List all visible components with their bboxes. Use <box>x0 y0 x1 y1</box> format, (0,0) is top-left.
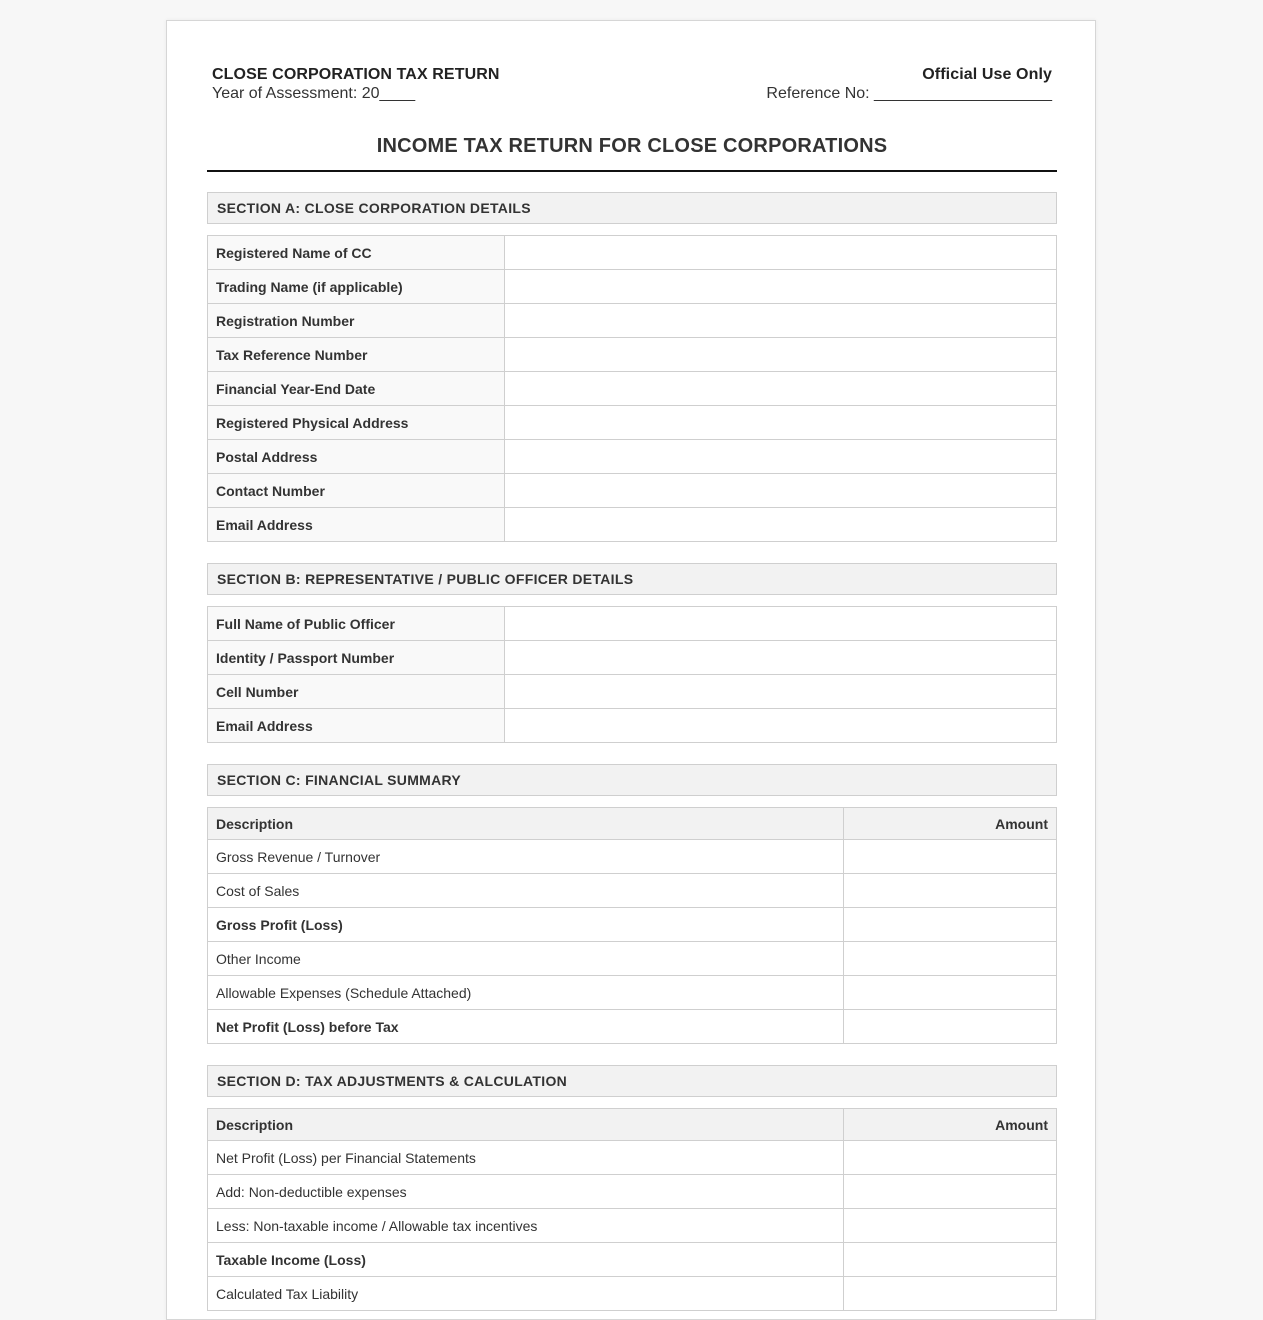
table-row <box>208 942 1057 976</box>
table-row <box>208 709 1057 743</box>
table-row <box>208 304 1057 338</box>
amount-input[interactable] <box>844 1277 1057 1311</box>
field-label: Registered Physical Address <box>208 406 505 440</box>
description-cell: Add: Non-deductible expenses <box>208 1175 844 1209</box>
description-cell: Less: Non-taxable income / Allowable tax incentives <box>208 1209 844 1243</box>
table-row <box>208 1277 1057 1311</box>
form-page <box>166 20 1096 1320</box>
field-label: Registration Number <box>208 304 505 338</box>
table-row <box>208 1175 1057 1209</box>
field-label: Cell Number <box>208 675 505 709</box>
table-row <box>208 508 1057 542</box>
amount-input[interactable] <box>844 908 1057 942</box>
section-d <box>207 1065 1057 1311</box>
table-row <box>208 908 1057 942</box>
table-header-row <box>208 1109 1057 1141</box>
description-cell: Gross Revenue / Turnover <box>208 840 844 874</box>
field-value-input[interactable] <box>505 474 1057 508</box>
field-label: Tax Reference Number <box>208 338 505 372</box>
table-row <box>208 976 1057 1010</box>
table-header-row <box>208 808 1057 840</box>
reference-number: Reference No: ____________________ <box>766 85 1052 102</box>
official-use-label: Official Use Only <box>922 66 1052 83</box>
field-label: Identity / Passport Number <box>208 641 505 675</box>
field-value-input[interactable] <box>505 338 1057 372</box>
field-value-input[interactable] <box>505 236 1057 270</box>
field-value-input[interactable] <box>505 440 1057 474</box>
table-row <box>208 270 1057 304</box>
field-label: Registered Name of CC <box>208 236 505 270</box>
description-cell: Allowable Expenses (Schedule Attached) <box>208 976 844 1010</box>
field-label: Contact Number <box>208 474 505 508</box>
field-value-input[interactable] <box>505 508 1057 542</box>
table-row <box>208 236 1057 270</box>
table-row <box>208 1209 1057 1243</box>
form-title: CLOSE CORPORATION TAX RETURN <box>212 66 500 83</box>
description-cell: Net Profit (Loss) before Tax <box>208 1010 844 1044</box>
section-b <box>207 563 1057 743</box>
table-row <box>208 1141 1057 1175</box>
amount-input[interactable] <box>844 1141 1057 1175</box>
section-a-title: SECTION A: CLOSE CORPORATION DETAILS <box>207 192 1057 224</box>
amount-input[interactable] <box>844 942 1057 976</box>
table-row <box>208 338 1057 372</box>
document-title: INCOME TAX RETURN FOR CLOSE CORPORATIONS <box>376 135 888 157</box>
amount-column-header: Amount <box>844 808 1057 840</box>
field-value-input[interactable] <box>505 675 1057 709</box>
description-cell: Calculated Tax Liability <box>208 1277 844 1311</box>
table-row <box>208 372 1057 406</box>
description-cell: Cost of Sales <box>208 874 844 908</box>
field-value-input[interactable] <box>505 372 1057 406</box>
section-a-table <box>207 235 1057 542</box>
table-row <box>208 675 1057 709</box>
section-c-table <box>207 807 1057 1044</box>
table-row <box>208 474 1057 508</box>
table-row <box>208 1010 1057 1044</box>
amount-input[interactable] <box>844 1209 1057 1243</box>
field-label: Postal Address <box>208 440 505 474</box>
section-c-title: SECTION C: FINANCIAL SUMMARY <box>207 764 1057 796</box>
field-label: Email Address <box>208 709 505 743</box>
amount-input[interactable] <box>844 874 1057 908</box>
field-value-input[interactable] <box>505 709 1057 743</box>
field-label: Email Address <box>208 508 505 542</box>
amount-input[interactable] <box>844 1243 1057 1277</box>
section-d-table <box>207 1108 1057 1311</box>
field-value-input[interactable] <box>505 270 1057 304</box>
table-row <box>208 406 1057 440</box>
field-label: Financial Year-End Date <box>208 372 505 406</box>
amount-column-header: Amount <box>844 1109 1057 1141</box>
amount-input[interactable] <box>844 840 1057 874</box>
table-row <box>208 874 1057 908</box>
table-row <box>208 840 1057 874</box>
table-row <box>208 1243 1057 1277</box>
table-row <box>208 641 1057 675</box>
description-column-header: Description <box>208 808 844 840</box>
section-a <box>207 192 1057 542</box>
year-of-assessment: Year of Assessment: 20____ <box>212 85 416 102</box>
amount-input[interactable] <box>844 976 1057 1010</box>
section-c <box>207 764 1057 1044</box>
field-label: Trading Name (if applicable) <box>208 270 505 304</box>
title-divider <box>207 170 1057 172</box>
description-cell: Other Income <box>208 942 844 976</box>
section-d-title: SECTION D: TAX ADJUSTMENTS & CALCULATION <box>207 1065 1057 1097</box>
header-left <box>212 65 500 103</box>
table-row <box>208 440 1057 474</box>
field-label: Full Name of Public Officer <box>208 607 505 641</box>
field-value-input[interactable] <box>505 406 1057 440</box>
header-right <box>766 65 1052 103</box>
amount-input[interactable] <box>844 1010 1057 1044</box>
description-cell: Taxable Income (Loss) <box>208 1243 844 1277</box>
field-value-input[interactable] <box>505 641 1057 675</box>
field-value-input[interactable] <box>505 607 1057 641</box>
form-header <box>212 65 1052 105</box>
amount-input[interactable] <box>844 1175 1057 1209</box>
description-column-header: Description <box>208 1109 844 1141</box>
section-b-table <box>207 606 1057 743</box>
section-b-title: SECTION B: REPRESENTATIVE / PUBLIC OFFICER DETAILS <box>207 563 1057 595</box>
description-cell: Gross Profit (Loss) <box>208 908 844 942</box>
field-value-input[interactable] <box>505 304 1057 338</box>
description-cell: Net Profit (Loss) per Financial Statements <box>208 1141 844 1175</box>
table-row <box>208 607 1057 641</box>
